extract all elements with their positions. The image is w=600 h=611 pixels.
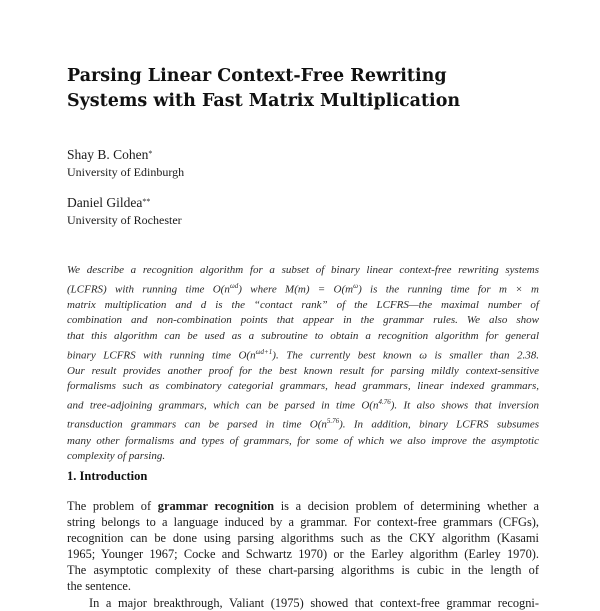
abstract-line: We describe a recognition algorithm for a subset of binary linear context-free rewriting systems [67,264,539,276]
abstract-line: (LCFRS) with running time $O(n^{\omega d})$ where $M(m) = O(m^\omega)$ is the running time for m × m [67,281,539,296]
abstract-line: complexity of parsing. [67,450,166,463]
abstract-line: Our result provides another proof for the best known result for parsing mildly context-sensitive [67,364,539,377]
abstract-line: many other formalisms and types of grammars, for some of which we also improve the asymptotic [67,434,539,447]
author-name: Daniel Gildea** [67,195,151,210]
author-footnote-mark: * [148,149,153,158]
abstract-line: binary LCFRS with running time $O(n^{\omega d+1})$. The currently best known ω is smaller than 2.38. [67,347,539,362]
paper-title [67,64,537,114]
abstract-line: formalisms such as combinatory categorial grammars, head grammars, linear indexed grammars, [67,380,539,393]
title-line-2: Systems with Fast Matrix Multiplication [67,91,461,111]
author-affiliation: University of Rochester [67,213,182,227]
author-name: Shay B. Cohen* [67,147,153,162]
title-line-1: Parsing Linear Context-Free Rewriting [67,66,447,86]
abstract-line: that this algorithm can be used as a subroutine to obtain a recognition algorithm for general [67,330,539,343]
body-line: the sentence. [67,579,131,594]
section-heading: 1. Introduction [67,469,148,483]
abstract-line: transduction grammars can be parsed in time $O(n^{5.76})$. In addition, binary LCFRS subsumes [67,417,540,431]
body-line: recognition can be done using parsing algorithms such as the CKY algorithm (Kasami [67,531,539,546]
body-line: 1965; Younger 1967; Cocke and Schwartz 1970) or the Earley algorithm (Earley 1970). [67,547,539,562]
abstract-line: and tree-adjoining grammars, which can be parsed in time $O(n^{4.76})$. It also shows that inversion [67,398,540,412]
body-line: string belongs to a language induced by a grammar. For context-free grammars (CFGs), [67,515,539,530]
abstract-line: combination and non-combination points that appear in the grammar rules. We also show [67,314,539,327]
author-2 [67,194,467,228]
author-1 [67,146,467,180]
body-text [67,498,539,611]
term-emphasis: grammar recognition [157,499,275,513]
body-line: The asymptotic complexity of these chart-parsing algorithms is cubic in the length of [67,563,539,578]
author-footnote-mark: ** [142,197,151,206]
body-line: In a major breakthrough, Valiant (1975) showed that context-free grammar recogni- [89,595,539,610]
abstract-line: matrix multiplication and d is the “contact rank” of the LCFRS—the maximal number of [67,298,539,311]
body-line: The problem of grammar recognition is a decision problem of determining whether a [67,499,540,513]
author-affiliation: University of Edinburgh [67,165,185,179]
abstract [67,263,539,465]
